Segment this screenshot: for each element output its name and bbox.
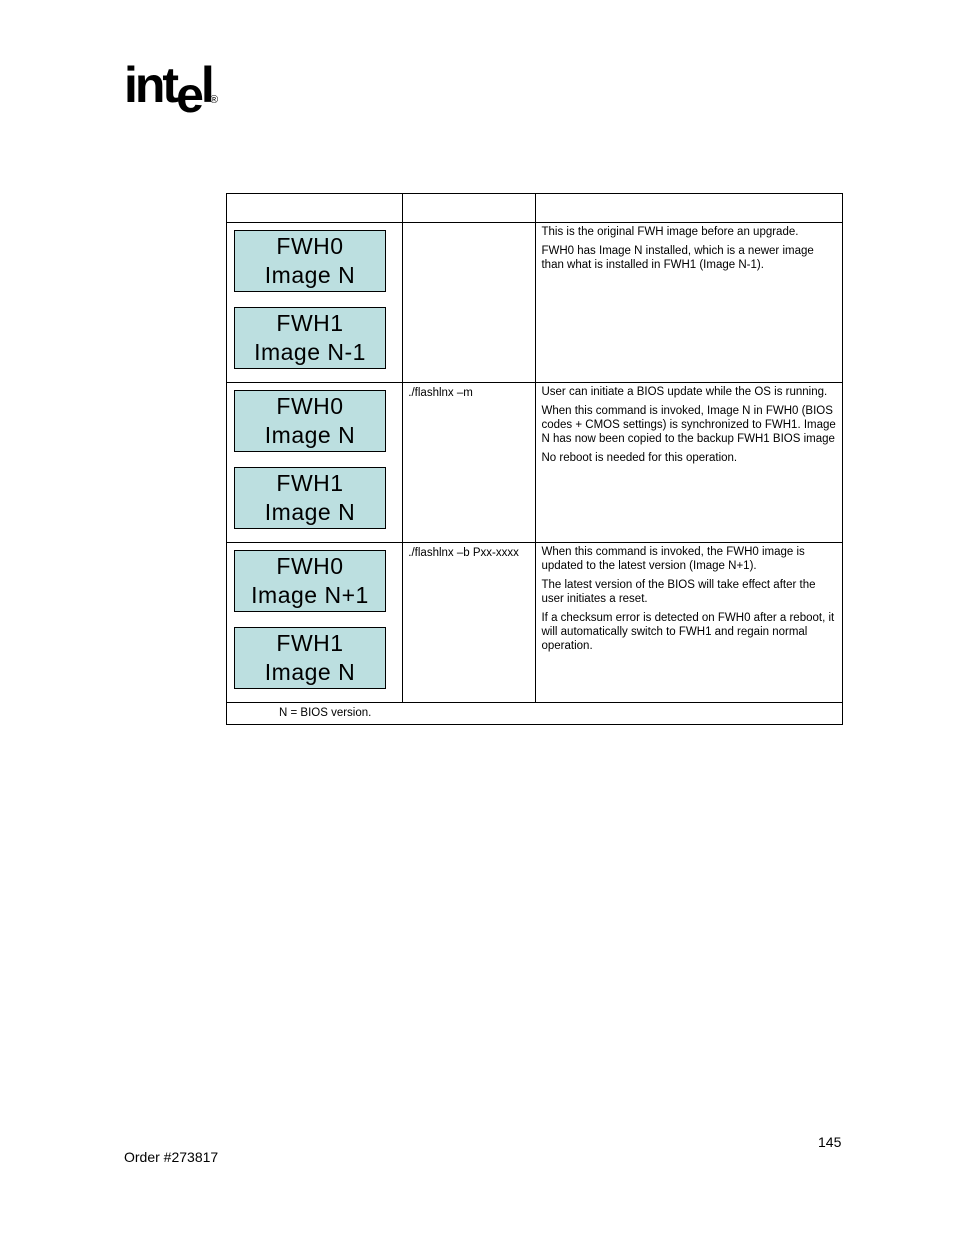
table-row [227,223,843,383]
fwh1-image-box: FWH1 Image N-1 [234,307,386,369]
command-cell [403,543,536,703]
table-note-row [227,703,843,725]
bios-update-flow-table [226,193,843,725]
description-paragraph: This is the original FWH image before an upgrade. [541,226,799,238]
table-header-row [227,194,843,223]
command-text [403,223,535,229]
command-text: ./flashlnx –b Pxx-xxxx [408,547,519,559]
bios-version-note: N = BIOS version. [279,707,372,719]
registered-mark: ® [210,94,219,106]
description-paragraph: The latest version of the BIOS will take effect after the user initiates a reset. [541,579,816,605]
fwh-image-cell [227,383,403,543]
page-number: 145 [818,1134,842,1150]
fwh1-image-box: FWH1 Image N [234,467,386,529]
description-paragraph: If a checksum error is detected on FWH0 after a reboot, it will automatically switch to FWH1 and regain normal operation. [541,612,835,652]
description-cell [536,223,843,383]
description-cell [536,543,843,703]
header-cell [227,194,403,223]
command-cell [403,383,536,543]
fwh0-image-box: FWH0 Image N [234,230,386,292]
fwh-image-cell [227,223,403,383]
fwh0-image-box: FWH0 Image N [234,390,386,452]
fwh-image-cell [227,543,403,703]
command-cell [403,223,536,383]
description-paragraph: FWH0 has Image N installed, which is a newer image than what is installed in FWH1 (Image N-1). [541,245,814,271]
description-paragraph: When this command is invoked, the FWH0 image is updated to the latest version (Image N+1). [541,546,805,572]
fwh1-image-box: FWH1 Image N [234,627,386,689]
header-cell [536,194,843,223]
description-cell [536,383,843,543]
fwh0-image-box: FWH0 Image N+1 [234,550,386,612]
order-number: Order #273817 [124,1149,219,1165]
intel-logo [124,57,224,123]
intel-logo-wordmark: intel [124,57,212,123]
table-row [227,543,843,703]
header-cell [403,194,536,223]
command-text: ./flashlnx –m [408,387,473,399]
description-paragraph: No reboot is needed for this operation. [541,452,738,464]
note-cell [227,703,843,725]
description-paragraph: User can initiate a BIOS update while the OS is running. [541,386,828,398]
table-row [227,383,843,543]
description-paragraph: When this command is invoked, Image N in FWH0 (BIOS codes + CMOS settings) is synchronized to FWH1. Image N has now been copied to the backup FWH1 BIOS image [541,405,836,445]
